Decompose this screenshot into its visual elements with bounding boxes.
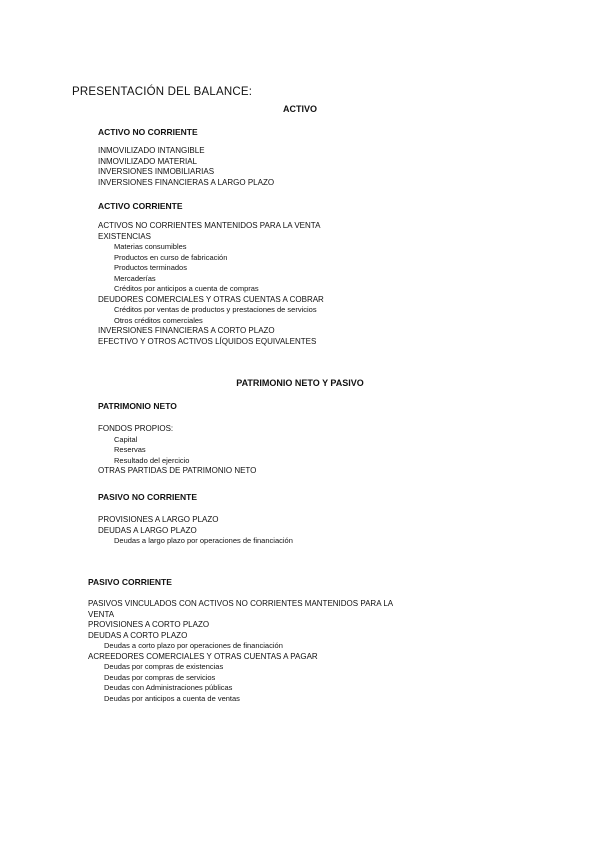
list-item: FONDOS PROPIOS:	[98, 424, 174, 433]
list-item: Productos en curso de fabricación	[114, 252, 228, 262]
patrimonio-neto-list	[98, 424, 256, 477]
list-item: DEUDORES COMERCIALES Y OTRAS CUENTAS A COBRAR	[98, 294, 324, 304]
list-item: PROVISIONES A CORTO PLAZO	[88, 620, 210, 629]
list-item: Reservas	[114, 445, 146, 454]
list-item: EXISTENCIAS	[98, 231, 151, 241]
activo-corriente-list	[98, 221, 324, 347]
pasivo-corriente-heading: PASIVO CORRIENTE	[88, 577, 172, 587]
list-item: PROVISIONES A LARGO PLAZO	[98, 515, 219, 524]
activo-heading: ACTIVO	[282, 104, 317, 114]
list-item: PASIVOS VINCULADOS CON ACTIVOS NO CORRIENTES MANTENIDOS PARA LA	[88, 599, 394, 608]
list-item: INMOVILIZADO INTANGIBLE	[98, 146, 205, 155]
list-item: INVERSIONES INMOBILIARIAS	[98, 167, 215, 176]
list-item: Deudas por anticipos a cuenta de ventas	[104, 693, 240, 703]
list-item: ACREEDORES COMERCIALES Y OTRAS CUENTAS A PAGAR	[88, 651, 318, 661]
activo-no-corriente-heading: ACTIVO NO CORRIENTE	[98, 127, 198, 137]
list-item: Deudas a largo plazo por operaciones de financiación	[114, 536, 293, 545]
list-item: Resultado del ejercicio	[114, 455, 190, 465]
pasivo-no-corriente-list	[98, 515, 293, 547]
pasivo-corriente-list	[88, 599, 393, 704]
list-item: DEUDAS A CORTO PLAZO	[88, 630, 188, 640]
list-item: Productos terminados	[114, 263, 187, 272]
list-item: Créditos por ventas de productos y prestaciones de servicios	[114, 305, 317, 314]
activo-corriente-heading: ACTIVO CORRIENTE	[98, 201, 183, 211]
list-item: Deudas con Administraciones públicas	[104, 683, 233, 692]
list-item: OTRAS PARTIDAS DE PATRIMONIO NETO	[98, 466, 257, 475]
page-title: PRESENTACIÓN DEL BALANCE:	[72, 86, 253, 98]
list-item: Capital	[114, 434, 138, 444]
pasivo-heading: PATRIMONIO NETO Y PASIVO	[236, 378, 364, 388]
activo-no-corriente-list	[98, 146, 274, 188]
list-item: VENTA	[88, 609, 115, 619]
list-item: Otros créditos comerciales	[114, 315, 203, 325]
pasivo-no-corriente-heading: PASIVO NO CORRIENTE	[98, 492, 198, 502]
list-item: Deudas por compras de servicios	[104, 672, 216, 682]
list-item: Deudas a corto plazo por operaciones de financiación	[104, 641, 283, 650]
list-item: Créditos por anticipos a cuenta de compras	[114, 284, 259, 293]
list-item: INVERSIONES FINANCIERAS A CORTO PLAZO	[98, 326, 275, 335]
list-item: DEUDAS A LARGO PLAZO	[98, 525, 197, 535]
list-item: ACTIVOS NO CORRIENTES MANTENIDOS PARA LA VENTA	[98, 221, 321, 230]
patrimonio-neto-heading: PATRIMONIO NETO	[98, 401, 177, 411]
list-item: INMOVILIZADO MATERIAL	[98, 156, 197, 166]
list-item: Materias consumibles	[114, 242, 187, 251]
list-item: EFECTIVO Y OTROS ACTIVOS LÍQUIDOS EQUIVALENTES	[98, 336, 317, 346]
list-item: Mercaderías	[114, 273, 156, 283]
list-item: INVERSIONES FINANCIERAS A LARGO PLAZO	[98, 177, 275, 187]
list-item: Deudas por compras de existencias	[104, 662, 224, 671]
